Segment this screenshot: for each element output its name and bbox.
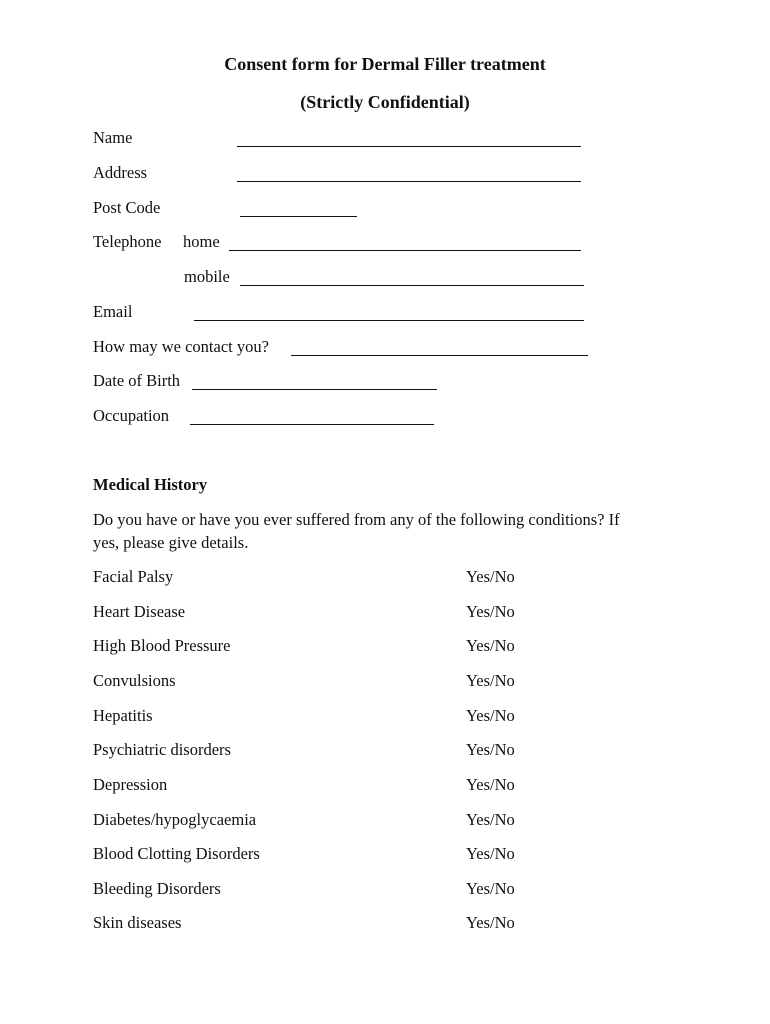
condition-label: Skin diseases <box>93 913 182 932</box>
condition-answer[interactable]: Yes/No <box>466 706 515 725</box>
address-field[interactable] <box>237 181 581 182</box>
condition-label: Heart Disease <box>93 602 186 621</box>
postcode-label: Post Code <box>93 198 161 217</box>
condition-answer[interactable]: Yes/No <box>466 913 515 932</box>
condition-answer[interactable]: Yes/No <box>466 810 515 829</box>
condition-label: Bleeding Disorders <box>93 879 221 898</box>
contact-method-label: How may we contact you? <box>93 337 269 356</box>
condition-label: Psychiatric disorders <box>93 740 231 759</box>
medical-history-heading: Medical History <box>93 475 208 494</box>
condition-label: Blood Clotting Disorders <box>93 844 260 863</box>
name-field[interactable] <box>237 146 581 147</box>
name-label: Name <box>93 128 133 147</box>
condition-answer[interactable]: Yes/No <box>466 879 515 898</box>
occupation-label: Occupation <box>93 406 170 425</box>
condition-answer[interactable]: Yes/No <box>466 671 515 690</box>
dob-field[interactable] <box>192 389 437 390</box>
condition-answer[interactable]: Yes/No <box>466 775 515 794</box>
condition-label: Depression <box>93 775 168 794</box>
condition-label: Convulsions <box>93 671 176 690</box>
condition-label: Facial Palsy <box>93 567 174 586</box>
form-subtitle: (Strictly Confidential) <box>300 92 470 112</box>
mobile-phone-label: mobile <box>184 267 230 286</box>
medical-intro-line1: Do you have or have you ever suffered from any of the following conditions? If <box>93 510 620 529</box>
condition-answer[interactable]: Yes/No <box>466 567 515 586</box>
condition-label: Hepatitis <box>93 706 153 725</box>
medical-intro-line2: yes, please give details. <box>93 533 249 552</box>
home-phone-field[interactable] <box>229 250 581 251</box>
address-label: Address <box>93 163 148 182</box>
condition-label: Diabetes/hypoglycaemia <box>93 810 257 829</box>
condition-answer[interactable]: Yes/No <box>466 602 515 621</box>
occupation-field[interactable] <box>190 424 434 425</box>
email-label: Email <box>93 302 133 321</box>
condition-answer[interactable]: Yes/No <box>466 636 515 655</box>
condition-answer[interactable]: Yes/No <box>466 844 515 863</box>
condition-answer[interactable]: Yes/No <box>466 740 515 759</box>
telephone-label: Telephone <box>93 232 162 251</box>
contact-method-field[interactable] <box>291 355 588 356</box>
form-title: Consent form for Dermal Filler treatment <box>224 54 546 74</box>
condition-label: High Blood Pressure <box>93 636 231 655</box>
postcode-field[interactable] <box>240 216 357 217</box>
email-field[interactable] <box>194 320 584 321</box>
home-phone-label: home <box>183 232 220 251</box>
dob-label: Date of Birth <box>93 371 181 390</box>
mobile-phone-field[interactable] <box>240 285 584 286</box>
